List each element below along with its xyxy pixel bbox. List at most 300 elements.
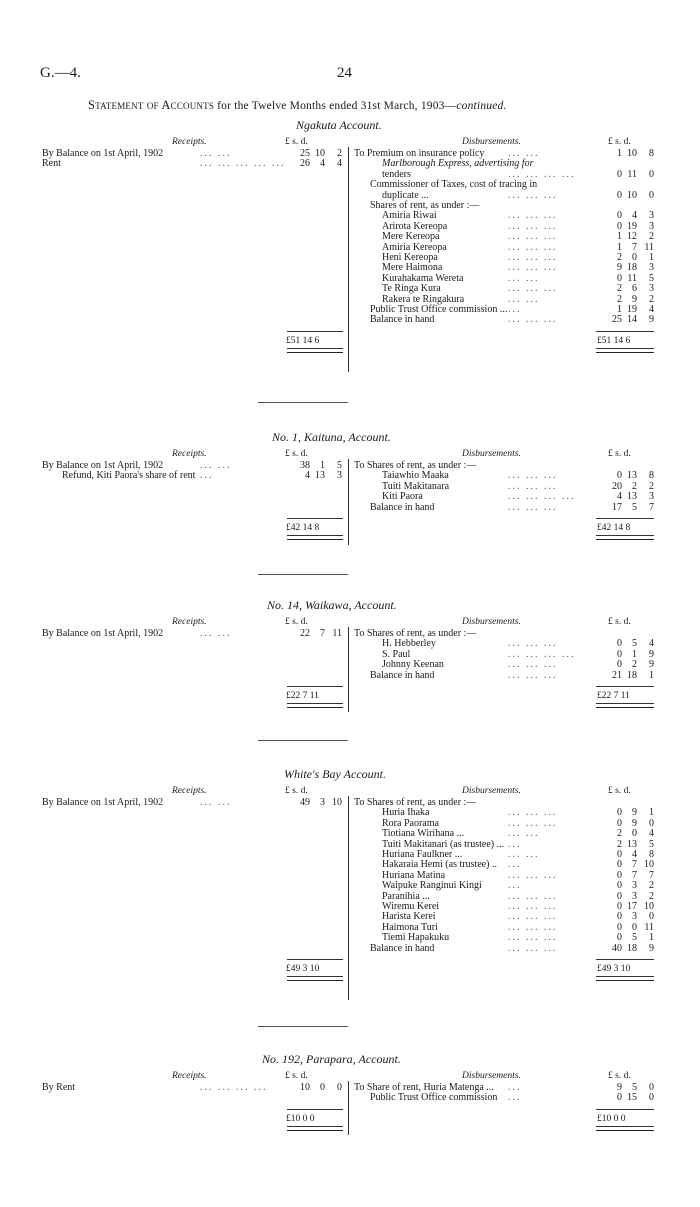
disbursement-amount-pounds: 2 <box>617 252 622 263</box>
disbursement-amount-pounds: 0 <box>617 168 622 180</box>
disbursement-amount-shillings: 2 <box>632 659 637 671</box>
disbursement-line: Rakera te Ringakura <box>382 293 465 305</box>
disbursement-amount-shillings: 11 <box>627 168 637 180</box>
section-separator <box>258 1026 348 1027</box>
disbursement-amount-pounds: 0 <box>617 817 622 829</box>
disbursement-amount-pence: 4 <box>649 304 654 315</box>
disbursement-line: Paranihia ... <box>382 890 430 902</box>
receipts-total-rule <box>287 686 343 687</box>
receipts-lsd-heading: £ s. d. <box>285 1071 308 1081</box>
disbursement-amount-shillings: 4 <box>632 210 637 222</box>
disbursements-heading: Disbursements. <box>462 137 521 147</box>
disbursement-amount <box>608 922 654 933</box>
disbursement-amount-pence: 2 <box>649 480 654 492</box>
disbursement-amount-pence: 2 <box>649 231 654 243</box>
disbursement-leader-dots: ... ... ... <box>508 210 558 222</box>
disbursement-amount-shillings: 9 <box>632 293 637 305</box>
disbursement-amount-pence: 2 <box>649 890 654 902</box>
receipts-total-double-rule <box>287 1126 343 1131</box>
receipts-total-double-rule <box>287 976 343 981</box>
receipt-amount-pounds: 22 <box>300 628 310 639</box>
disbursement-amount-shillings: 0 <box>632 252 637 263</box>
disbursement-leader-dots: ... ... ... <box>508 921 558 933</box>
disbursement-amount <box>608 283 654 294</box>
disbursement-amount <box>608 304 654 315</box>
disbursement-amount-pounds: 9 <box>617 1082 622 1093</box>
receipt-leader-dots: ... ... <box>200 460 232 471</box>
disbursement-leader-dots: ... ... ... <box>508 638 558 650</box>
disbursements-total-rule <box>596 686 654 687</box>
receipts-total-rule <box>287 1109 343 1110</box>
disbursement-line: To Shares of rent, as under :— <box>354 460 477 471</box>
disbursement-amount-pounds: 0 <box>617 880 622 892</box>
disbursement-leader-dots: ... ... ... <box>508 817 558 829</box>
section-separator <box>258 740 348 741</box>
title-middle: for the Twelve Months ended 31st March, 1903— <box>214 100 457 112</box>
disbursement-amount-pounds: 1 <box>617 148 622 159</box>
disbursement-amount-pounds: 0 <box>617 638 622 650</box>
disbursement-amount-shillings: 19 <box>627 304 637 315</box>
disbursement-line: Haimona Turi <box>382 921 438 933</box>
receipt-amount-shillings: 7 <box>320 628 325 639</box>
disbursement-amount-shillings: 7 <box>632 869 637 881</box>
disbursement-amount-shillings: 5 <box>632 638 637 650</box>
disbursement-amount-pence: 4 <box>649 638 654 650</box>
disbursement-line: Tuiti Makitanari (as trustee) ... <box>382 838 505 850</box>
receipt-amount-shillings: 0 <box>320 1082 325 1093</box>
receipt-amount-pence: 11 <box>332 628 342 639</box>
receipt-line: By Balance on 1st April, 1902 <box>42 460 164 471</box>
receipts-heading: Receipts. <box>172 786 207 796</box>
receipt-leader-dots: ... ... <box>200 628 232 639</box>
disbursement-amount-shillings: 19 <box>627 220 637 232</box>
disbursement-leader-dots: ... ... <box>508 272 540 284</box>
disbursement-leader-dots: ... <box>508 304 522 315</box>
disbursement-amount-pence: 0 <box>649 1082 654 1093</box>
disbursement-amount <box>608 1092 654 1103</box>
disbursement-amount-pence: 0 <box>649 1092 654 1104</box>
disbursements-lsd-heading: £ s. d. <box>608 786 631 796</box>
receipts-heading: Receipts. <box>172 137 207 147</box>
disbursement-amount-shillings: 17 <box>627 901 637 912</box>
receipts-total: £51 14 6 <box>286 335 320 346</box>
disbursement-amount-shillings: 13 <box>627 838 637 850</box>
disbursement-line: To Premium on insurance policy <box>354 148 485 159</box>
disbursements-total-double-rule <box>596 348 654 353</box>
page-number: 24 <box>337 65 352 81</box>
disbursement-amount <box>608 273 654 284</box>
disbursement-amount-shillings: 2 <box>632 480 637 492</box>
disbursements-total-double-rule <box>596 703 654 708</box>
disbursement-leader-dots: ... ... ... <box>508 911 558 923</box>
disbursement-line: Marlborough Express, advertising for <box>382 158 534 170</box>
disbursement-line: Rora Paorama <box>382 817 439 829</box>
title-prefix: Statement of Accounts <box>88 98 215 112</box>
disbursements-total-rule <box>596 959 654 960</box>
disbursement-amount-pence: 1 <box>649 807 654 819</box>
disbursement-amount-pounds: 2 <box>617 283 622 295</box>
disbursement-amount-pence: 3 <box>649 262 654 274</box>
disbursement-amount <box>608 242 654 253</box>
receipt-amount-pounds: 49 <box>300 797 310 808</box>
disbursement-line: Taiawhio Maaka <box>382 470 449 482</box>
disbursements-total: £49 3 10 <box>597 964 631 974</box>
receipt-line: By Balance on 1st April, 1902 <box>42 628 164 639</box>
receipt-amount-pence: 3 <box>337 470 342 482</box>
disbursement-leader-dots: ... ... ... <box>508 942 558 954</box>
disbursement-line: duplicate ... <box>382 189 429 201</box>
disbursement-amount-pence: 3 <box>649 491 654 503</box>
disbursement-amount-shillings: 18 <box>627 669 637 681</box>
receipt-amount-shillings: 13 <box>315 470 325 482</box>
disbursement-line: Public Trust Office commission <box>370 1092 498 1104</box>
disbursement-amount-shillings: 7 <box>632 241 637 253</box>
disbursement-line: Huriana Matina <box>382 869 446 881</box>
disbursement-amount-pounds: 0 <box>617 890 622 902</box>
disbursement-amount-shillings: 3 <box>632 911 637 923</box>
disbursement-amount <box>608 148 654 159</box>
receipt-amount-pence: 10 <box>332 797 342 808</box>
disbursement-amount <box>608 870 654 881</box>
receipt-amount-pounds: 26 <box>300 158 310 170</box>
receipt-amount <box>296 148 342 159</box>
receipt-amount-pounds: 25 <box>300 148 310 159</box>
receipts-heading: Receipts. <box>172 617 207 627</box>
section-separator <box>258 574 348 575</box>
disbursement-amount <box>608 828 654 839</box>
disbursement-line: Huria Ihaka <box>382 807 430 819</box>
disbursement-leader-dots: ... ... <box>508 849 540 860</box>
disbursement-leader-dots: ... ... <box>508 148 540 159</box>
disbursements-heading: Disbursements. <box>462 1071 521 1081</box>
disbursement-amount-pounds: 25 <box>612 314 622 326</box>
disbursement-line: Hakaraia Hemi (as trustee) .. <box>382 859 497 871</box>
section-separator <box>258 402 348 403</box>
receipts-total-double-rule <box>287 535 343 540</box>
disbursements-total: £51 14 6 <box>597 335 631 346</box>
disbursement-amount <box>608 670 654 681</box>
disbursement-amount-pounds: 0 <box>617 921 622 933</box>
disbursement-amount <box>608 481 654 492</box>
disbursement-amount-pounds: 2 <box>617 293 622 305</box>
disbursement-amount-shillings: 9 <box>632 817 637 829</box>
column-divider <box>348 147 349 372</box>
disbursement-leader-dots: ... ... ... <box>508 252 558 263</box>
disbursement-amount <box>608 262 654 273</box>
disbursement-amount-shillings: 15 <box>627 1092 637 1104</box>
receipt-amount-pence: 5 <box>337 460 342 471</box>
account-title: White's Bay Account. <box>284 767 386 781</box>
receipt-amount-pence: 4 <box>337 158 342 170</box>
disbursement-amount-shillings: 5 <box>632 932 637 944</box>
receipt-amount-shillings: 1 <box>320 460 325 471</box>
disbursement-leader-dots: ... ... <box>508 293 540 305</box>
disbursements-lsd-heading: £ s. d. <box>608 449 631 459</box>
receipt-leader-dots: ... ... <box>200 148 232 159</box>
disbursement-amount <box>608 502 654 513</box>
disbursement-amount-shillings: 13 <box>627 470 637 482</box>
receipt-amount <box>296 797 342 808</box>
disbursement-amount-pounds: 0 <box>617 807 622 819</box>
disbursement-amount-pence: 0 <box>649 168 654 180</box>
disbursement-leader-dots: ... ... ... <box>508 283 558 295</box>
receipt-amount-pence: 0 <box>337 1082 342 1093</box>
disbursements-total-double-rule <box>596 535 654 540</box>
disbursement-line: Kiti Paora <box>382 491 423 503</box>
disbursement-amount-pence: 7 <box>649 869 654 881</box>
disbursement-amount <box>608 943 654 954</box>
receipt-line: By Rent <box>42 1082 76 1093</box>
receipts-total-rule <box>287 331 343 332</box>
receipt-amount-pounds: 4 <box>305 470 310 482</box>
disbursement-amount-shillings: 6 <box>632 283 637 295</box>
disbursement-amount <box>608 880 654 891</box>
disbursement-leader-dots: ... ... ... <box>508 669 558 681</box>
column-divider <box>348 1081 349 1135</box>
disbursement-line: Arirota Kereopa <box>382 220 448 232</box>
disbursement-amount <box>608 839 654 850</box>
disbursement-leader-dots: ... ... ... <box>508 480 558 492</box>
receipt-line: By Balance on 1st April, 1902 <box>42 148 164 159</box>
column-divider <box>348 459 349 545</box>
receipt-leader-dots: ... <box>200 470 214 482</box>
disbursement-amount-pounds: 0 <box>617 189 622 201</box>
disbursement-line: Balance in hand <box>370 501 435 513</box>
disbursement-amount-pence: 2 <box>649 293 654 305</box>
disbursement-amount-pence: 9 <box>649 659 654 671</box>
disbursement-leader-dots: ... ... ... ... <box>508 168 576 180</box>
disbursement-amount <box>608 911 654 922</box>
disbursement-amount <box>608 932 654 943</box>
receipt-leader-dots: ... ... ... ... <box>200 1082 268 1093</box>
disbursement-amount <box>608 252 654 263</box>
disbursement-amount-pence: 8 <box>649 470 654 482</box>
receipt-amount <box>296 1082 342 1093</box>
receipt-amount <box>296 470 342 481</box>
receipt-amount <box>296 628 342 639</box>
disbursement-amount <box>608 1082 654 1093</box>
receipt-amount-shillings: 4 <box>320 158 325 170</box>
disbursement-amount-pounds: 1 <box>617 304 622 315</box>
receipts-total-double-rule <box>287 348 343 353</box>
receipt-amount-pounds: 10 <box>300 1082 310 1093</box>
disbursement-amount-shillings: 1 <box>632 648 637 660</box>
disbursement-line: Commissioner of Taxes, cost of tracing in <box>370 179 538 191</box>
disbursement-amount-pence: 8 <box>649 148 654 159</box>
disbursement-amount-pounds: 0 <box>617 272 622 284</box>
disbursement-amount <box>608 891 654 902</box>
disbursement-leader-dots: ... <box>508 838 522 850</box>
disbursement-line: S. Paul <box>382 648 411 660</box>
disbursement-leader-dots: ... ... ... <box>508 890 558 902</box>
disbursement-amount-pounds: 0 <box>617 648 622 660</box>
disbursement-line: Kurahakama Wereta <box>382 272 464 284</box>
disbursement-amount-shillings: 5 <box>632 1082 637 1093</box>
disbursement-line: Amiria Riwai <box>382 210 437 222</box>
disbursement-line: Tuiti Makitanara <box>382 480 450 492</box>
disbursement-amount-shillings: 0 <box>632 828 637 840</box>
receipt-leader-dots: ... ... <box>200 797 232 808</box>
disbursement-line: Heni Kereopa <box>382 252 438 263</box>
disbursement-amount <box>608 314 654 325</box>
disbursement-leader-dots: ... ... ... <box>508 932 558 944</box>
disbursement-leader-dots: ... ... ... <box>508 901 558 912</box>
disbursement-amount <box>608 210 654 221</box>
disbursement-amount-pounds: 17 <box>612 501 622 513</box>
disbursement-amount-shillings: 9 <box>632 807 637 819</box>
disbursement-amount-shillings: 13 <box>627 491 637 503</box>
disbursement-leader-dots: ... ... ... <box>508 659 558 671</box>
disbursement-amount-pence: 11 <box>644 241 654 253</box>
receipt-amount <box>296 460 342 471</box>
disbursements-total-rule <box>596 331 654 332</box>
disbursement-amount <box>608 169 654 180</box>
disbursement-amount-shillings: 3 <box>632 880 637 892</box>
receipts-total: £22 7 11 <box>286 691 319 701</box>
page-title <box>88 98 507 113</box>
disbursement-line: Shares of rent, as under :— <box>370 200 480 211</box>
disbursements-total: £10 0 0 <box>597 1113 626 1124</box>
disbursement-leader-dots: ... <box>508 859 522 871</box>
receipts-lsd-heading: £ s. d. <box>285 786 308 796</box>
disbursement-amount-pence: 4 <box>649 828 654 840</box>
disbursement-leader-dots: ... <box>508 1082 522 1093</box>
title-suffix: continued. <box>456 100 507 112</box>
disbursement-amount-shillings: 18 <box>627 942 637 954</box>
account-title: No. 14, Waikawa, Account. <box>267 598 397 612</box>
disbursement-amount <box>608 649 654 660</box>
disbursement-line: Huriana Faulkner ... <box>382 849 463 860</box>
disbursement-line: Mere Kereopa <box>382 231 440 243</box>
disbursement-line: tenders <box>382 168 411 180</box>
disbursement-amount-pounds: 0 <box>617 849 622 860</box>
disbursement-amount-shillings: 4 <box>632 849 637 860</box>
receipts-lsd-heading: £ s. d. <box>285 617 308 627</box>
receipts-heading: Receipts. <box>172 449 207 459</box>
disbursement-amount <box>608 659 654 670</box>
disbursements-total-rule <box>596 1109 654 1110</box>
disbursement-amount-pounds: 1 <box>617 231 622 243</box>
disbursements-total-double-rule <box>596 976 654 981</box>
receipts-total: £49 3 10 <box>286 964 320 974</box>
disbursements-lsd-heading: £ s. d. <box>608 1071 631 1081</box>
receipts-total: £10 0 0 <box>286 1113 315 1124</box>
receipts-total-double-rule <box>287 703 343 708</box>
disbursement-amount-pounds: 1 <box>617 241 622 253</box>
disbursement-amount <box>608 470 654 481</box>
account-title: Ngakuta Account. <box>296 118 382 132</box>
disbursement-line: Wiremu Kerei <box>382 901 440 912</box>
disbursement-amount <box>608 491 654 502</box>
disbursement-amount-pounds: 0 <box>617 859 622 871</box>
disbursement-amount-shillings: 5 <box>632 501 637 513</box>
disbursement-amount <box>608 818 654 829</box>
disbursement-leader-dots: ... ... ... <box>508 869 558 881</box>
disbursement-leader-dots: ... ... ... <box>508 189 558 201</box>
disbursement-amount <box>608 901 654 912</box>
disbursement-amount-pounds: 0 <box>617 1092 622 1104</box>
disbursement-amount-pence: 5 <box>649 272 654 284</box>
disbursement-amount <box>608 221 654 232</box>
disbursement-amount-pence: 10 <box>644 859 654 871</box>
disbursement-amount-pence: 3 <box>649 283 654 295</box>
disbursement-amount-pence: 9 <box>649 314 654 326</box>
disbursement-amount-pence: 0 <box>649 911 654 923</box>
disbursement-amount-pounds: 0 <box>617 869 622 881</box>
disbursement-leader-dots: ... ... <box>508 828 540 840</box>
disbursement-amount-pence: 5 <box>649 838 654 850</box>
disbursement-amount-pounds: 4 <box>617 491 622 503</box>
disbursement-amount <box>608 231 654 242</box>
disbursements-total: £42 14 8 <box>597 523 631 533</box>
disbursement-amount-shillings: 10 <box>627 148 637 159</box>
disbursements-total: £22 7 11 <box>597 691 630 701</box>
disbursement-line: Johnny Keenan <box>382 659 444 671</box>
receipts-lsd-heading: £ s. d. <box>285 449 308 459</box>
disbursement-amount-pounds: 9 <box>617 262 622 274</box>
receipt-amount-shillings: 3 <box>320 797 325 808</box>
disbursements-heading: Disbursements. <box>462 617 521 627</box>
receipt-line: Rent <box>42 158 61 170</box>
disbursement-amount-pounds: 40 <box>612 942 622 954</box>
disbursement-amount-shillings: 11 <box>627 272 637 284</box>
receipts-total-rule <box>287 959 343 960</box>
disbursement-amount-pence: 0 <box>649 189 654 201</box>
disbursement-line: To Shares of rent, as under :— <box>354 797 477 808</box>
disbursement-amount-pence: 11 <box>644 921 654 933</box>
disbursement-line: Te Ringa Kura <box>382 283 441 295</box>
disbursement-amount-pence: 9 <box>649 648 654 660</box>
disbursement-leader-dots: ... <box>508 880 522 892</box>
disbursement-leader-dots: ... ... ... <box>508 231 558 243</box>
disbursement-amount-shillings: 14 <box>627 314 637 326</box>
disbursement-amount-pence: 1 <box>649 669 654 681</box>
receipts-heading: Receipts. <box>172 1071 207 1081</box>
column-divider <box>348 627 349 712</box>
disbursement-leader-dots: ... ... ... <box>508 314 558 326</box>
disbursement-line: H. Hebberley <box>382 638 436 650</box>
disbursement-leader-dots: ... ... ... <box>508 241 558 253</box>
receipts-lsd-heading: £ s. d. <box>285 137 308 147</box>
disbursement-amount-pence: 3 <box>649 210 654 222</box>
disbursement-line: Tiemi Hapakuku <box>382 932 450 944</box>
disbursement-line: Mere Haimona <box>382 262 443 274</box>
disbursement-line: Balance in hand <box>370 669 435 681</box>
disbursement-amount-pence: 8 <box>649 849 654 860</box>
disbursement-amount <box>608 190 654 201</box>
disbursement-amount-pence: 2 <box>649 880 654 892</box>
receipt-amount-pounds: 38 <box>300 460 310 471</box>
disbursement-amount-shillings: 3 <box>632 890 637 902</box>
disbursement-amount-pence: 7 <box>649 501 654 513</box>
disbursement-amount-shillings: 12 <box>627 231 637 243</box>
disbursements-total-rule <box>596 518 654 519</box>
page-code: G.—4. <box>40 65 81 81</box>
disbursement-amount <box>608 807 654 818</box>
receipts-total-rule <box>287 518 343 519</box>
disbursement-amount-pounds: 0 <box>617 659 622 671</box>
disbursements-heading: Disbursements. <box>462 786 521 796</box>
disbursement-leader-dots: ... ... ... ... <box>508 491 576 503</box>
disbursement-amount-shillings: 18 <box>627 262 637 274</box>
disbursement-amount-pence: 1 <box>649 252 654 263</box>
disbursement-leader-dots: ... <box>508 1092 522 1104</box>
disbursement-leader-dots: ... ... ... ... <box>508 648 576 660</box>
disbursement-amount-pounds: 21 <box>612 669 622 681</box>
disbursement-amount-pence: 9 <box>649 942 654 954</box>
disbursement-amount <box>608 849 654 860</box>
disbursement-line: Amiria Kereopa <box>382 241 447 253</box>
